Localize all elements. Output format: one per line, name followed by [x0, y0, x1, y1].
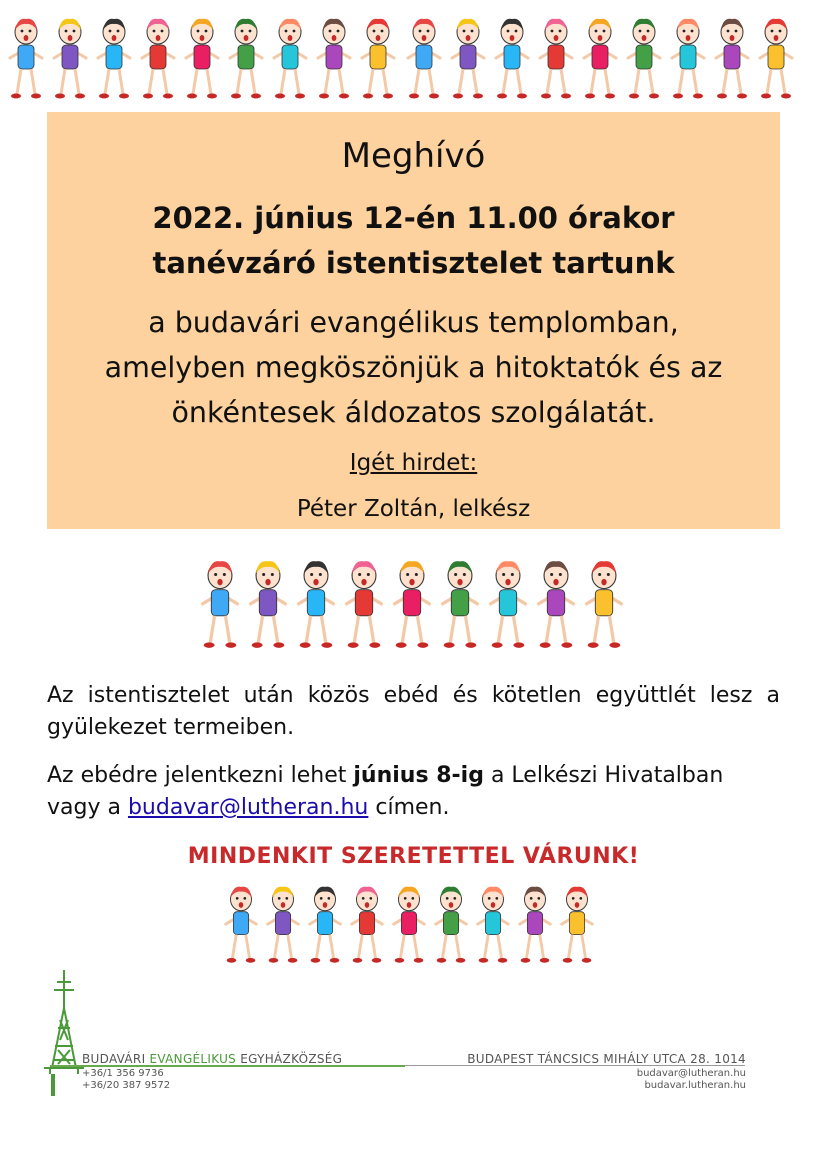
email-link[interactable]: budavar@lutheran.hu [127, 795, 369, 820]
child-figure [580, 556, 628, 648]
child-figure [356, 14, 400, 106]
child-figure [262, 882, 304, 974]
child-figure [268, 14, 312, 106]
child-figure [340, 556, 388, 648]
signup-suffix: címen. [368, 795, 450, 820]
child-figure [402, 14, 446, 106]
child-figure [92, 14, 136, 106]
child-figure [292, 556, 340, 648]
lunch-paragraph: Az istentisztelet után közös ebéd és kötetlen együttlét lesz a gyülekezet termeiben. [47, 683, 780, 740]
child-figure [622, 14, 666, 106]
event-description-line-3: önkéntesek áldozatos szolgálatát. [171, 396, 656, 429]
organization-name [82, 1052, 342, 1066]
child-figure [436, 556, 484, 648]
top-right-children-illustration [402, 14, 798, 106]
child-figure [388, 556, 436, 648]
child-figure [472, 882, 514, 974]
child-figure [196, 556, 244, 648]
child-figure [754, 14, 798, 106]
child-figure [666, 14, 710, 106]
child-figure [710, 14, 754, 106]
child-figure [484, 556, 532, 648]
child-figure [244, 556, 292, 648]
child-figure [224, 14, 268, 106]
child-figure [534, 14, 578, 106]
child-figure [136, 14, 180, 106]
signup-paragraph [47, 760, 780, 824]
child-figure [578, 14, 622, 106]
child-figure [490, 14, 534, 106]
middle-children-illustration [196, 556, 628, 648]
signup-middle: a Lelkészi Hivatalban vagy a [47, 763, 724, 820]
bottom-children-illustration [220, 882, 598, 974]
invitation-title: Meghívó [341, 136, 486, 176]
event-headline [47, 196, 780, 286]
event-description-line-2: amelyben megköszönjük a hitoktatók és az [104, 351, 723, 384]
top-left-children-illustration [4, 14, 400, 106]
event-type: tanévzáró istentisztelet tartunk [152, 246, 675, 280]
signup-prefix: Az ebédre jelentkezni lehet [47, 763, 354, 788]
child-figure [312, 14, 356, 106]
org-name-part-1: BUDAVÁRI [82, 1052, 150, 1066]
child-figure [388, 882, 430, 974]
child-figure [304, 882, 346, 974]
welcome-message: MINDENKIT SZERETETTEL VÁRUNK! [187, 844, 640, 869]
event-description-line-1: a budavári evangélikus templomban, [148, 306, 679, 339]
child-figure [346, 882, 388, 974]
preacher-label: Igét hirdet: [349, 450, 478, 476]
footer-email[interactable]: budavar@lutheran.hu [636, 1068, 746, 1079]
phone-mobile: +36/20 387 9572 [82, 1080, 171, 1091]
child-figure [514, 882, 556, 974]
footer [28, 968, 758, 1098]
child-figure [430, 882, 472, 974]
child-figure [556, 882, 598, 974]
postal-address: BUDAPEST TÁNCSICS MIHÁLY UTCA 28. 1014 [467, 1052, 746, 1066]
org-name-part-2: EVANGÉLIKUS [149, 1052, 237, 1066]
child-figure [4, 14, 48, 106]
footer-website[interactable]: budavar.lutheran.hu [644, 1080, 746, 1091]
invitation-box [47, 112, 780, 529]
child-figure [220, 882, 262, 974]
phone-landline: +36/1 356 9736 [82, 1068, 164, 1079]
event-description [47, 300, 780, 435]
child-figure [180, 14, 224, 106]
child-figure [48, 14, 92, 106]
signup-deadline: június 8-ig [353, 763, 484, 788]
event-date-time: 2022. június 12-én 11.00 órakor [152, 201, 675, 235]
preacher-name: Péter Zoltán, lelkész [296, 496, 531, 522]
child-figure [446, 14, 490, 106]
org-name-part-3: EGYHÁZKÖZSÉG [236, 1052, 343, 1066]
child-figure [532, 556, 580, 648]
